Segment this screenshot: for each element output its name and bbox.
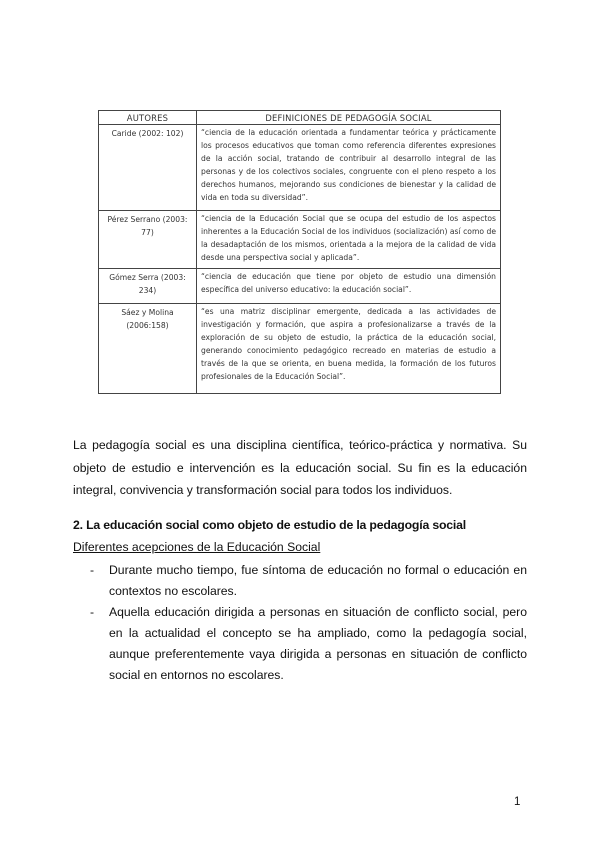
list-item-text: Durante mucho tiempo, fue síntoma de educación no formal o educación en contextos no escolares. bbox=[109, 563, 527, 598]
author-cell: Caride (2002: 102) bbox=[99, 125, 197, 211]
author-cell: Gómez Serra (2003: 234) bbox=[99, 269, 197, 304]
definition-cell: “ciencia de la Educación Social que se ocupa del estudio de los aspectos inherentes a la Educación Social de los individuos (socialización) así como de la desadaptación de los mismos, orientada a la mejora de la calidad de vida desde una perspectiva social y aplicada”. bbox=[197, 211, 501, 269]
definition-cell: “es una matriz disciplinar emergente, dedicada a las actividades de investigación y formación, que aspira a profesionalizarse a través de la exploración de su objeto de estudio, la práctica de la educación social, generando conocimiento pedagógico recreado en materias de estudio a través de la que se orienta, en buena medida, la formación de los futuros profesionales de la Educación Social”. bbox=[197, 304, 501, 394]
dash-marker: - bbox=[90, 605, 95, 619]
list-item bbox=[73, 602, 527, 686]
intro-paragraph: La pedagogía social es una disciplina científica, teórico-práctica y normativa. Su objeto de estudio e intervención es la educación social. Su fin es la educación integral, convivencia y transformación social para todos los individuos. bbox=[73, 438, 527, 497]
table-header-row bbox=[99, 111, 501, 125]
table-row bbox=[99, 269, 501, 304]
table-row bbox=[99, 211, 501, 269]
definition-cell: “ciencia de educación que tiene por objeto de estudio una dimensión específica del universo educativo: la educación social”. bbox=[197, 269, 501, 304]
acepciones-list bbox=[73, 560, 527, 686]
definition-cell: “ciencia de la educación orientada a fundamentar teórica y prácticamente los procesos educativos que toman como referencia diferentes expresiones de la acción social, tratando de contribuir al desarrollo integral de las personas y de los colectivos sociales, congruente con el pleno respeto a los derechos humanos, mejorando sus condiciones de bienestar y la calidad de vida en toda su diversidad”. bbox=[197, 125, 501, 211]
list-item bbox=[73, 560, 527, 602]
section-heading: 2. La educación social como objeto de estudio de la pedagogía social bbox=[73, 518, 466, 532]
header-authors: AUTORES bbox=[99, 111, 197, 125]
table-row bbox=[99, 125, 501, 211]
list-item-text: Aquella educación dirigida a personas en situación de conflicto social, pero en la actualidad el concepto se ha ampliado, como la pedagogía social, aunque preferentemente vaya dirigida a personas en situación de conflicto social en entornos no escolares. bbox=[109, 605, 527, 682]
definitions-table bbox=[98, 110, 501, 394]
table-row bbox=[99, 304, 501, 394]
author-cell: Pérez Serrano (2003: 77) bbox=[99, 211, 197, 269]
subheading: Diferentes acepciones de la Educación Social bbox=[73, 540, 321, 554]
dash-marker: - bbox=[90, 563, 95, 577]
author-cell: Sáez y Molina (2006:158) bbox=[99, 304, 197, 394]
header-definitions: DEFINICIONES DE PEDAGOGÍA SOCIAL bbox=[197, 111, 501, 125]
page-number: 1 bbox=[514, 796, 521, 808]
